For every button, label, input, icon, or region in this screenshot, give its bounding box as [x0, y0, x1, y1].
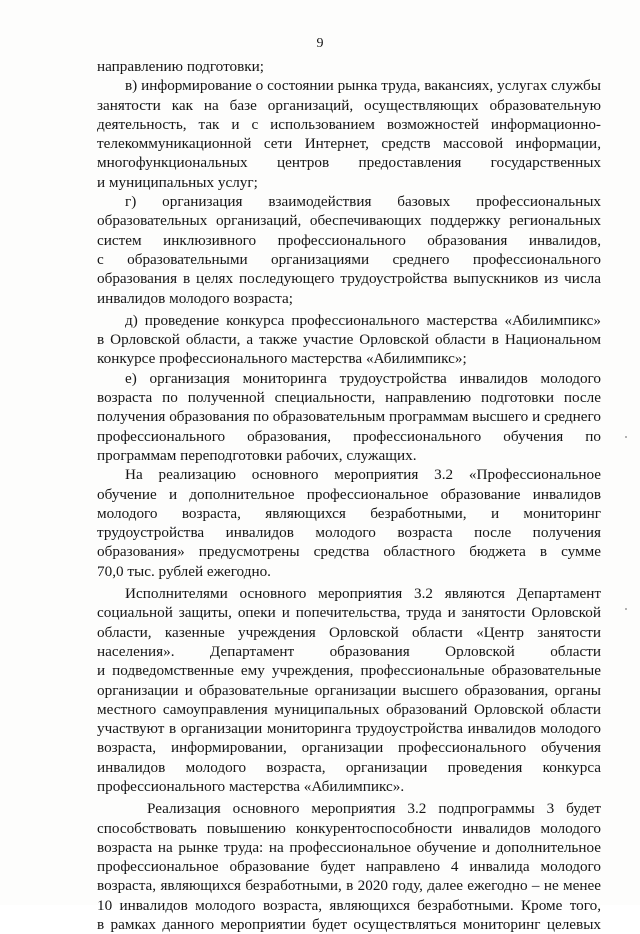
paragraph-d-line: конкурсе профессионального мастерства «Абилимпикс»; — [97, 350, 467, 368]
paragraph-e-line: возраста по полученной специальности, направлению подготовки после — [97, 389, 601, 407]
paragraph-e-line: е) организация мониторинга трудоустройства инвалидов молодого — [125, 369, 601, 387]
funding-paragraph-line: трудоустройства инвалидов молодого возраста после получения — [97, 524, 601, 542]
paragraph-g-line: систем инклюзивного профессионального образования инвалидов, — [97, 231, 601, 249]
outcome-paragraph-line: Реализация основного мероприятия 3.2 подпрограммы 3 будет — [147, 800, 601, 818]
paragraph-v-line: многофункциональных центров предоставления государственных — [97, 154, 601, 172]
executors-paragraph-line: области, казенные учреждения Орловской области «Центр занятости — [97, 623, 601, 641]
paragraph-e-line: профессионального образования, профессионального обучения по — [97, 427, 601, 445]
paragraph-v-line: и муниципальных услуг; — [97, 173, 258, 191]
funding-paragraph-line: 70,0 тыс. рублей ежегодно. — [97, 562, 271, 580]
executors-paragraph-line: и подведомственные ему учреждения, профессиональные образовательные — [97, 662, 601, 680]
executors-paragraph-line: возраста, информировании, организации профессионального обучения — [97, 739, 601, 757]
outcome-paragraph-line: возраста на рынке труда: на профессиональное обучение и дополнительное — [97, 838, 601, 856]
scan-speck — [625, 608, 627, 610]
outcome-paragraph-line: профессиональное образование будет направлено 4 инвалида молодого — [97, 858, 601, 876]
outcome-paragraph-line: 10 инвалидов молодого возраста, являющихся безработными. Кроме того, — [97, 896, 601, 914]
scan-speck — [625, 436, 627, 438]
executors-paragraph-line: Исполнителями основного мероприятия 3.2 являются Департамент — [125, 585, 601, 603]
paragraph-v-line: телекоммуникационной сети Интернет, средств массовой информации, — [97, 135, 601, 153]
executors-paragraph-line: инвалидов молодого возраста, организации проведения конкурса — [97, 758, 601, 776]
executors-paragraph-line: профессионального мастерства «Абилимпикс». — [97, 777, 405, 795]
funding-paragraph-line: образования» предусмотрены средства областного бюджета в сумме — [97, 543, 601, 561]
funding-paragraph-line: обучение и дополнительное профессиональное образование инвалидов — [97, 485, 601, 503]
paragraph-d-line: д) проведение конкурса профессионального мастерства «Абилимпикс» — [125, 311, 601, 329]
funding-paragraph-line: молодого возраста, являющихся безработными, и мониторинг — [97, 504, 601, 522]
executors-paragraph-line: местного самоуправления муниципальных образований Орловской области — [97, 700, 601, 718]
page-number: 9 — [316, 36, 324, 51]
executors-paragraph-line: населения». Департамент образования Орловской области — [97, 642, 601, 660]
paragraph-v-line: деятельность, так и с использованием возможностей информационно- — [97, 115, 601, 133]
executors-paragraph-line: участвуют в организации мониторинга трудоустройства инвалидов молодого — [97, 720, 601, 738]
paragraph-g-line: образовательных организаций, обеспечивающих поддержку региональных — [97, 212, 601, 230]
paragraph-v-line: в) информирование о состоянии рынка труда, вакансиях, услугах службы — [125, 77, 601, 95]
document-body — [97, 57, 601, 934]
paragraph-g-line: г) организация взаимодействия базовых профессиональных — [125, 193, 601, 211]
funding-paragraph-line: На реализацию основного мероприятия 3.2 «Профессиональное — [125, 466, 601, 484]
paragraph-g-line: образования в целях последующего трудоустройства выпускников из числа — [97, 270, 601, 288]
paragraph-v-line: занятости как на базе организаций, осуществляющих образовательную — [97, 96, 601, 114]
paragraph-g-line: с образовательными организациями среднего профессионального — [97, 250, 601, 268]
paragraph-e-line: программам переподготовки рабочих, служащих. — [97, 446, 417, 464]
paragraph-g-line: инвалидов молодого возраста; — [97, 289, 293, 307]
paragraph-e-line: получения образования по образовательным программам высшего и среднего — [97, 408, 601, 426]
executors-paragraph-line: организации и образовательные организации высшего образования, органы — [97, 681, 601, 699]
outcome-paragraph-line: возраста, являющихся безработными, в 2020 году, далее ежегодно – не менее — [97, 877, 601, 895]
paragraph-d-line: в Орловской области, а также участие Орловской области в Национальном — [97, 331, 601, 349]
outcome-paragraph-line: способствовать повышению конкурентоспособности инвалидов молодого — [97, 819, 601, 837]
outcome-paragraph-line: в рамках данного мероприятии будет осуществляться мониторинг целевых — [97, 916, 601, 934]
executors-paragraph-line: социальной защиты, опеки и попечительства, труда и занятости Орловской — [97, 604, 601, 622]
text-line: направлению подготовки; — [97, 58, 265, 75]
